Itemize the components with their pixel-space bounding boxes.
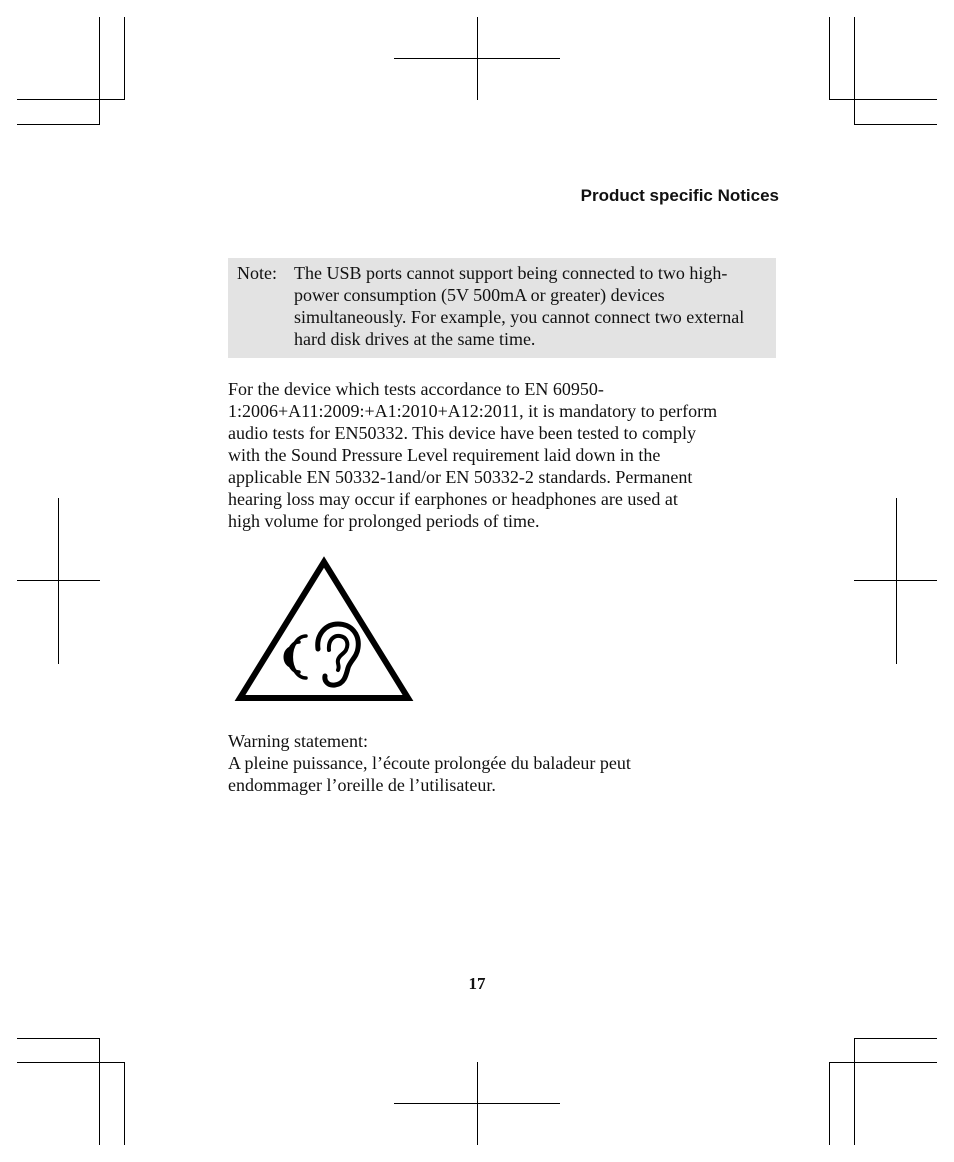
crop-mark (124, 17, 125, 100)
crop-mark (17, 580, 100, 581)
paragraph-line: applicable EN 50332-1and/or EN 50332-2 standards. Permanent (228, 467, 693, 487)
warning-statement (228, 730, 768, 796)
crop-mark (854, 1038, 855, 1145)
crop-mark (17, 124, 100, 125)
note-box (228, 258, 776, 358)
crop-mark (854, 580, 937, 581)
paragraph-line: with the Sound Pressure Level requirement laid down in the (228, 445, 661, 465)
warning-heading: Warning statement: (228, 731, 369, 751)
hearing-notice-paragraph (228, 378, 768, 532)
crop-mark (394, 1103, 560, 1104)
note-label: Note: (237, 263, 277, 283)
crop-mark (394, 58, 560, 59)
crop-mark (17, 1038, 100, 1039)
page-header: Product specific Notices (580, 186, 779, 205)
note-text: The USB ports cannot support being connected to two high-power consumption (5V 500mA or greater) devices simultaneously. For example, you cannot connect two external hard disk drives at the same time. (294, 263, 745, 349)
crop-mark (99, 1038, 100, 1145)
crop-mark (854, 1038, 937, 1039)
crop-mark (829, 17, 830, 100)
paragraph-line: For the device which tests accordance to EN 60950- (228, 379, 604, 399)
crop-mark (854, 17, 855, 124)
warning-line: endommager l’oreille de l’utilisateur. (228, 775, 496, 795)
page-number: 17 (468, 974, 486, 993)
crop-mark (17, 99, 124, 100)
crop-mark (124, 1062, 125, 1145)
paragraph-line: hearing loss may occur if earphones or headphones are used at (228, 489, 678, 509)
paragraph-line: 1:2006+A11:2009:+A1:2010+A12:2011, it is mandatory to perform (228, 401, 718, 421)
crop-mark (99, 17, 100, 124)
warning-line: A pleine puissance, l’écoute prolongée du baladeur peut (228, 753, 631, 773)
crop-mark (896, 498, 897, 664)
hearing-warning-icon (234, 554, 414, 706)
paragraph-line: audio tests for EN50332. This device have been tested to comply (228, 423, 697, 443)
crop-mark (829, 1062, 830, 1145)
crop-mark (17, 1062, 124, 1063)
crop-mark (829, 1062, 937, 1063)
paragraph-line: high volume for prolonged periods of time. (228, 511, 540, 531)
crop-mark (829, 99, 937, 100)
crop-mark (854, 124, 937, 125)
crop-mark (58, 498, 59, 664)
